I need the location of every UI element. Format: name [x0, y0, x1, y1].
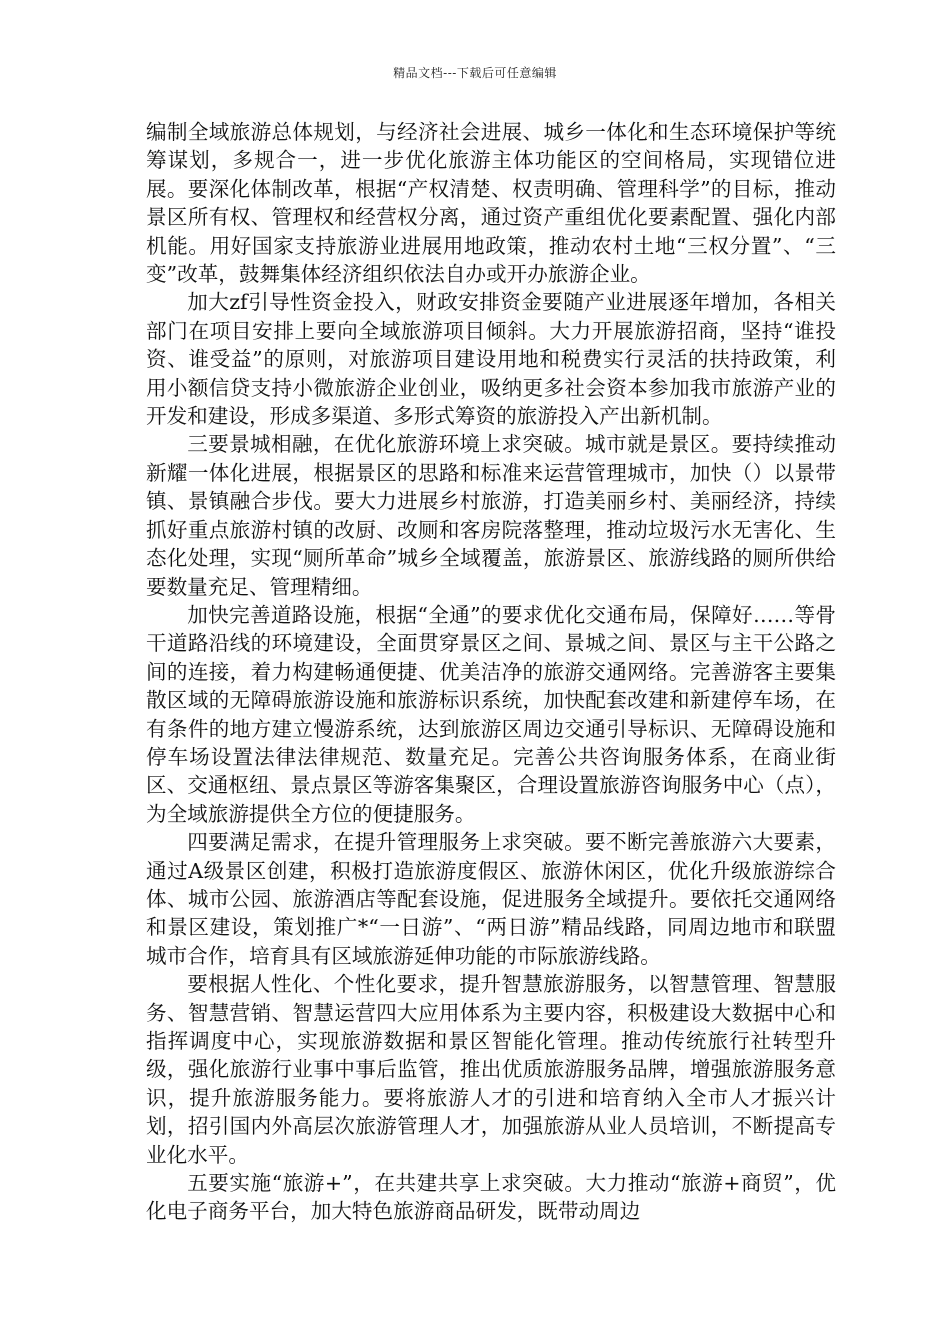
paragraph-4: 加快完善道路设施，根据“全通”的要求优化交通布局，保障好……等骨干道路沿线的环境建设，全面贯穿景区之间、景城之间、景区与主干公路之间的连接，着力构建畅通便捷、优美洁净的旅游交通网络。完善游客主要集散区域的无障碍旅游设施和旅游标识系统，加快配套改建和新建停车场，在有条件的地方建立慢游系统，达到旅游区周边交通引导标识、无障碍设施和停车场设置法律法律规范、数量充足。完善公共咨询服务体系，在商业街区、交通枢纽、景点景区等游客集聚区，合理设置旅游咨询服务中心（点），为全域旅游提供全方位的便捷服务。	[146, 602, 836, 826]
paragraph-1: 编制全域旅游总体规划，与经济社会进展、城乡一体化和生态环境保护等统筹谋划，多规合一，进一步优化旅游主体功能区的空间格局，实现错位进展。要深化体制改革，根据“产权清楚、权责明确、管理科学”的目标，推动景区所有权、管理权和经营权分离，通过资产重组优化要素配置、强化内部机能。用好国家支持旅游业进展用地政策，推动农村土地“三权分置”、“三变”改革，鼓舞集体经济组织依法自办或开办旅游企业。	[146, 120, 836, 287]
paragraph-5: 四要满足需求，在提升管理服务上求突破。要不断完善旅游六大要素，通过A级景区创建，积极打造旅游度假区、旅游休闲区，优化升级旅游综合体、城市公园、旅游酒店等配套设施，促进服务全域提升。要依托交通网络和景区建设，策划推广*“一日游”、“两日游”精品线路，同周边地市和联盟城市合作，培育具有区域旅游延伸功能的市际旅游线路。	[146, 830, 836, 968]
paragraph-2: 加大zf引导性资金投入，财政安排资金要随产业进展逐年增加，各相关部门在项目安排上要向全域旅游项目倾斜。大力开展旅游招商，坚持“谁投资、谁受益”的原则，对旅游项目建设用地和税费实行灵活的扶持政策，利用小额信贷支持小微旅游企业创业，吸纳更多社会资本参加我市旅游产业的开发和建设，形成多渠道、多形式筹资的旅游投入产出新机制。	[146, 290, 836, 429]
paragraph-3: 三要景城相融，在优化旅游环境上求突破。城市就是景区。要持续推动新耀一体化进展，根据景区的思路和标准来运营管理城市，加快（）以景带镇、景镇融合步伐。要大力进展乡村旅游，打造美丽乡村、美丽经济，持续抓好重点旅游村镇的改厨、改厕和客房院落整理，推动垃圾污水无害化、生态化处理，实现“厕所革命”城乡全域覆盖，旅游景区、旅游线路的厕所供给要数量充足、管理精细。	[146, 432, 836, 599]
paragraph-6: 要根据人性化、个性化要求，提升智慧旅游服务，以智慧管理、智慧服务、智慧营销、智慧运营四大应用体系为主要内容，积极建设大数据中心和指挥调度中心，实现旅游数据和景区智能化管理。推动传统旅行社转型升级，强化旅游行业事中事后监管，推出优质旅游服务品牌，增强旅游服务意识，提升旅游服务能力。要将旅游人才的引进和培育纳入全市人才振兴计划，招引国内外高层次旅游管理人才，加强旅游从业人员培训，不断提高专业化水平。	[146, 972, 836, 1167]
paragraph-7: 五要实施“旅游+”，在共建共享上求突破。大力推动“旅游+商贸”，优化电子商务平台，加大特色旅游商品研发，既带动周边	[146, 1171, 836, 1224]
page-header: 精品文档---下载后可任意编辑	[393, 66, 557, 80]
document-body	[146, 118, 836, 1226]
